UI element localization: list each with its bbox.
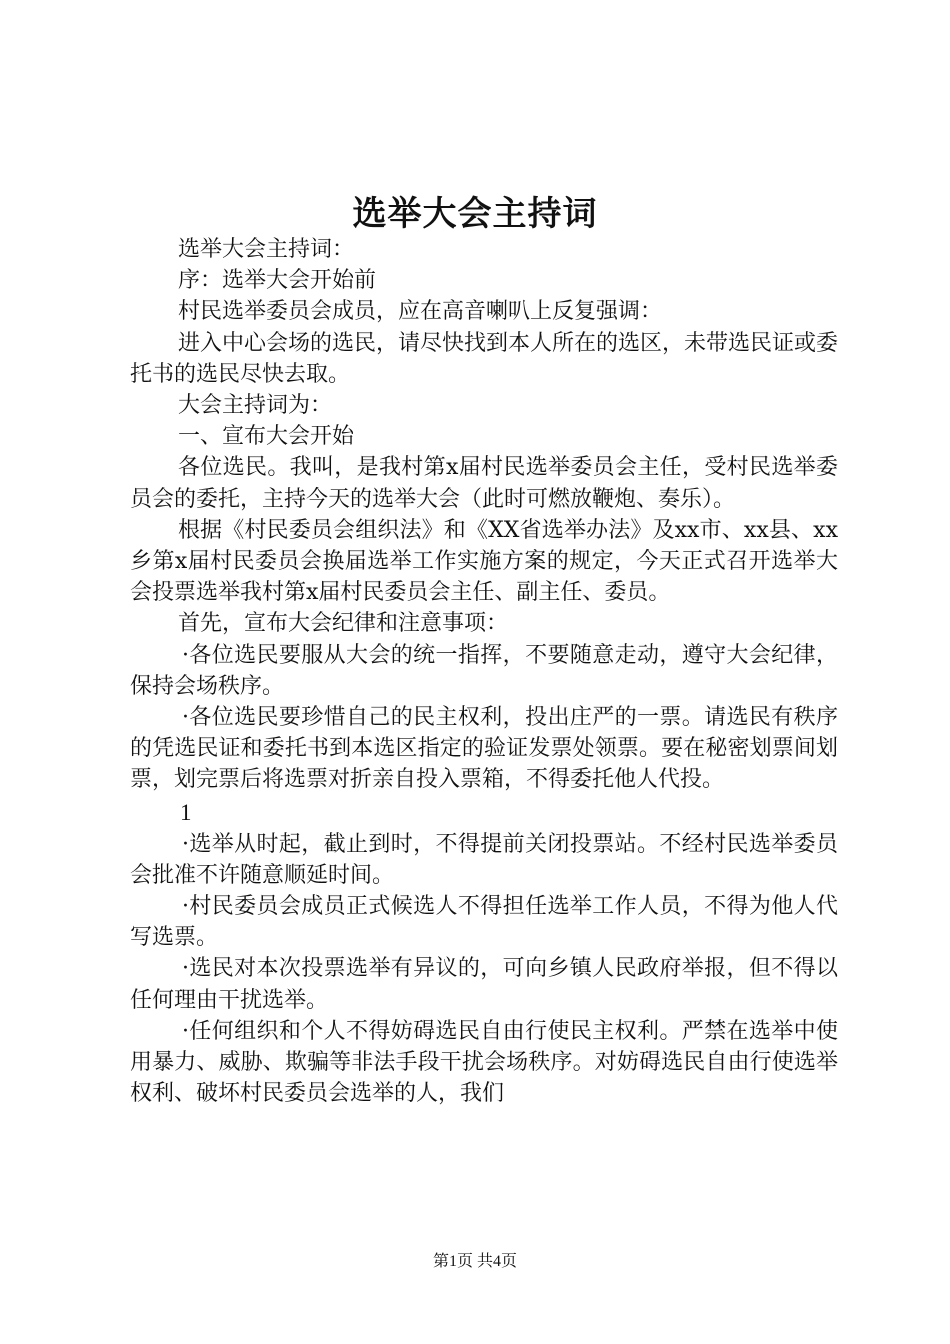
section-heading: 一、宣布大会开始 xyxy=(178,424,355,450)
paragraph: 村民选举委员会成员，应在高音喇叭上反复强调： xyxy=(178,299,663,325)
paragraph: 选举大会主持词： xyxy=(178,237,355,262)
bullet-paragraph: ·选举从时起，截止到时，不得提前关闭投票站。不经村民选举委员会批准不许随意顺延时间。 xyxy=(130,831,838,888)
page-footer: 第1页 共4页 xyxy=(432,1253,517,1270)
bullet-paragraph: ·任何组织和个人不得妨碍选民自由行使民主权利。严禁在选举中使用暴力、威胁、欺骗等非法手段干扰会场秩序。对妨碍选民自由行使选举权利、破坏村民委员会选举的人，我们 xyxy=(130,1018,838,1107)
document-body xyxy=(130,234,838,1109)
inline-page-number: 1 xyxy=(180,799,192,825)
paragraph: 大会主持词为： xyxy=(178,393,333,419)
bullet-paragraph: ·村民委员会成员正式候选人不得担任选举工作人员，不得为他人代写选票。 xyxy=(130,894,838,951)
paragraph: 首先，宣布大会纪律和注意事项： xyxy=(178,611,509,637)
bullet-paragraph: ·各位选民要服从大会的统一指挥，不要随意走动，遵守大会纪律，保持会场秩序。 xyxy=(130,642,838,699)
document-title: 选举大会主持词 xyxy=(352,194,598,234)
bullet-paragraph: ·各位选民要珍惜自己的民主权利，投出庄严的一票。请选民有秩序的凭选民证和委托书到本选区指定的验证发票处领票。要在秘密划票间划票，划完票后将选票对折亲自投入票箱，不得委托他人代投。 xyxy=(130,705,838,793)
paragraph: 序：选举大会开始前 xyxy=(178,268,377,294)
paragraph: 各位选民。我叫，是我村第x届村民选举委员会主任，受村民选举委员会的委托，主持今天的选举大会（此时可燃放鞭炮、奏乐）。 xyxy=(130,455,838,512)
paragraph: 根据《村民委员会组织法》和《XX省选举办法》及xx市、xx县、xx乡第x届村民委员会换届选举工作实施方案的规定，今天正式召开选举大会投票选举我村第x届村民委员会主任、副主任、委员。 xyxy=(130,517,838,606)
paragraph: 进入中心会场的选民，请尽快找到本人所在的选区，未带选民证或委托书的选民尽快去取。 xyxy=(130,330,839,387)
bullet-paragraph: ·选民对本次投票选举有异议的，可向乡镇人民政府举报，但不得以任何理由干扰选举。 xyxy=(130,956,838,1013)
